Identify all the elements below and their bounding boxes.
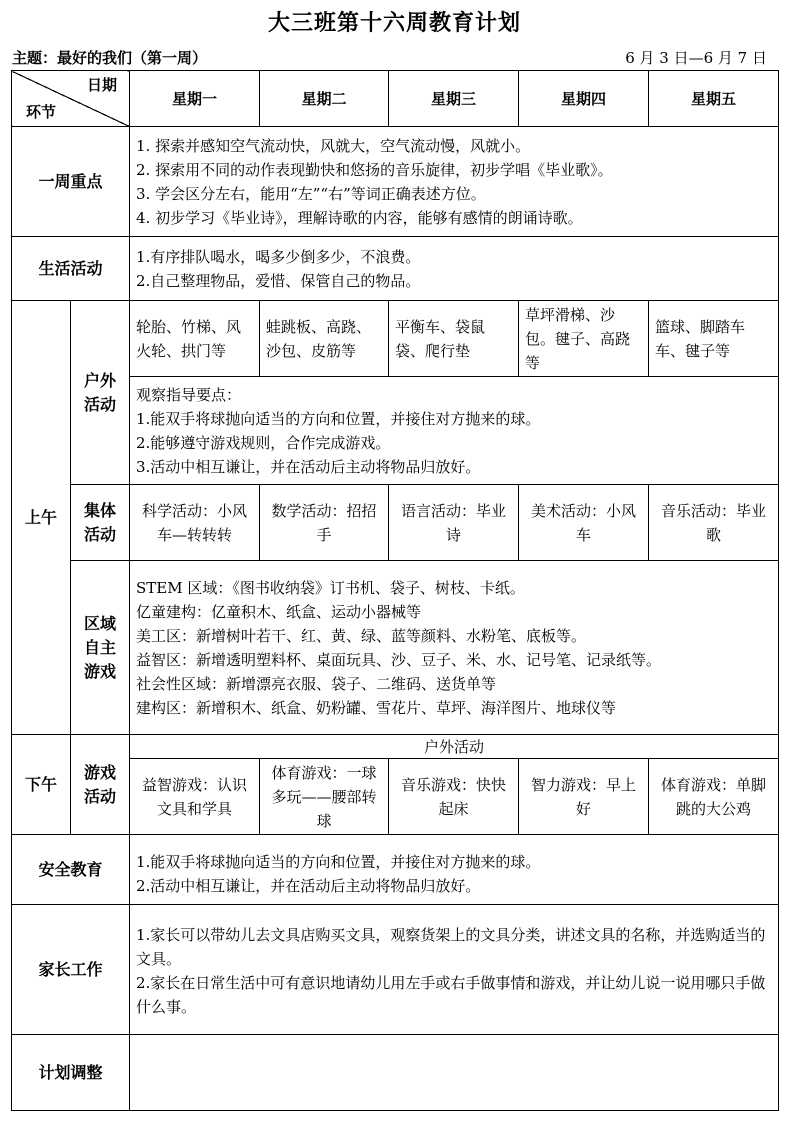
date-range: 6 月 3 日—6 月 7 日: [625, 49, 767, 67]
life-activity-item: 1.有序排队喝水，喝多少倒多少，不浪费。: [136, 247, 421, 266]
outdoor-equipment-monday: 轮胎、竹梯、风火轮、拱门等: [130, 301, 260, 377]
weekly-focus-item: 2. 探索用不同的动作表现勤快和悠扬的音乐旋律，初步学唱《毕业歌》。: [136, 160, 613, 179]
area-item: 美工区：新增树叶若干、红、黄、绿、蓝等颜料、水粉笔、底板等。: [136, 626, 587, 645]
plan-table: [11, 70, 779, 1111]
header-section-label: 环节: [26, 103, 57, 121]
theme-label: 主题：最好的我们（第一周）: [12, 49, 208, 67]
group-activity-label: 集体活动: [71, 485, 130, 561]
header-date-label: 日期: [86, 76, 117, 94]
group-activity-tuesday: 数学活动：招招手: [260, 485, 389, 561]
safety-row: [12, 835, 779, 905]
adjust-row: [12, 1035, 779, 1111]
header-corner: [12, 71, 130, 127]
safety-label: 安全教育: [12, 835, 130, 905]
afternoon-game-thursday: 智力游戏：早上好: [519, 759, 649, 835]
weekly-focus-item: 3. 学会区分左右，能用“左”“右”等词正确表述方位。: [136, 184, 486, 203]
group-activity-row: [12, 485, 779, 561]
life-activity-content: [130, 237, 779, 301]
outdoor-equipment-wednesday: 平衡车、袋鼠袋、爬行垫: [389, 301, 519, 377]
afternoon-label: 下午: [12, 735, 71, 835]
header-row: [12, 71, 779, 127]
area-games-label: 区域自主游戏: [71, 561, 130, 735]
outdoor-guidance-content: [130, 377, 779, 485]
guidance-item: 1.能双手将球抛向适当的方向和位置，并接住对方抛来的球。: [136, 409, 541, 428]
area-item: 亿童建构：亿童积木、纸盒、运动小器械等: [136, 602, 422, 621]
area-item: STEM 区域：《图书收纳袋》订书机、袋子、树枝、卡纸。: [136, 578, 525, 597]
afternoon-game-wednesday: 音乐游戏：快快起床: [389, 759, 519, 835]
life-activity-row: [12, 237, 779, 301]
day-header-tuesday: 星期二: [260, 71, 389, 127]
guidance-item: 3.活动中相互谦让，并在活动后主动将物品归放好。: [136, 457, 481, 476]
guidance-heading: 观察指导要点：: [136, 385, 242, 404]
outdoor-activity-label: 户外活动: [71, 301, 130, 485]
outdoor-equipment-thursday: 草坪滑梯、沙包。毽子、高跷等: [519, 301, 649, 377]
area-item: 社会性区域：新增漂亮衣服、袋子、二维码、送货单等: [136, 674, 497, 693]
day-header-wednesday: 星期三: [389, 71, 519, 127]
group-activity-thursday: 美术活动：小风车: [519, 485, 649, 561]
parents-item: 1.家长可以带幼儿去文具店购买文具，观察货架上的文具分类，讲述文具的名称，并选购适当的文具。: [136, 925, 766, 968]
area-games-content: [130, 561, 779, 735]
weekly-focus-item: 1. 探索并感知空气流动快，风就大，空气流动慢，风就小。: [136, 136, 531, 155]
parents-row: [12, 905, 779, 1035]
weekly-focus-content: [130, 127, 779, 237]
weekly-focus-label: 一周重点: [12, 127, 130, 237]
area-games-row: [12, 561, 779, 735]
adjust-label: 计划调整: [12, 1035, 130, 1111]
adjust-content: [130, 1035, 779, 1111]
group-activity-friday: 音乐活动：毕业歌: [649, 485, 779, 561]
life-activity-label: 生活活动: [12, 237, 130, 301]
parents-label: 家长工作: [12, 905, 130, 1035]
afternoon-game-monday: 益智游戏：认识文具和学具: [130, 759, 260, 835]
day-header-friday: 星期五: [649, 71, 779, 127]
life-activity-item: 2.自己整理物品，爱惜、保管自己的物品。: [136, 271, 421, 290]
area-item: 益智区：新增透明塑料杯、桌面玩具、沙、豆子、米、水、记号笔、记录纸等。: [136, 650, 662, 669]
afternoon-top-row: [12, 735, 779, 759]
group-activity-monday: 科学活动：小风车—转转转: [130, 485, 260, 561]
afternoon-game-friday: 体育游戏：单脚跳的大公鸡: [649, 759, 779, 835]
page-title: 大三班第十六周教育计划: [267, 10, 521, 36]
weekly-focus-item: 4. 初步学习《毕业诗》，理解诗歌的内容，能够有感情的朗诵诗歌。: [136, 208, 583, 227]
safety-item: 1.能双手将球抛向适当的方向和位置，并接住对方抛来的球。: [136, 852, 541, 871]
parents-item: 2.家长在日常生活中可有意识地请幼儿用左手或右手做事情和游戏，并让幼儿说一说用哪只手做什么事。: [136, 973, 766, 1016]
afternoon-game-tuesday: 体育游戏：一球多玩——腰部转球: [260, 759, 389, 835]
safety-content: [130, 835, 779, 905]
outdoor-equipment-friday: 篮球、脚踏车车、毽子等: [649, 301, 779, 377]
morning-label: 上午: [12, 301, 71, 735]
safety-item: 2.活动中相互谦让，并在活动后主动将物品归放好。: [136, 876, 481, 895]
day-header-thursday: 星期四: [519, 71, 649, 127]
weekly-focus-row: [12, 127, 779, 237]
day-header-monday: 星期一: [130, 71, 260, 127]
group-activity-wednesday: 语言活动：毕业诗: [389, 485, 519, 561]
parents-content: [130, 905, 779, 1035]
outdoor-equipment-tuesday: 蛙跳板、高跷、沙包、皮筋等: [260, 301, 389, 377]
area-item: 建构区：新增积木、纸盒、奶粉罐、雪花片、草坪、海洋图片、地球仪等: [136, 698, 617, 717]
afternoon-outdoor-label: 户外活动: [130, 735, 779, 759]
afternoon-games-label: 游戏活动: [71, 735, 130, 835]
guidance-item: 2.能够遵守游戏规则，合作完成游戏。: [136, 433, 391, 452]
outdoor-equipment-row: [12, 301, 779, 377]
